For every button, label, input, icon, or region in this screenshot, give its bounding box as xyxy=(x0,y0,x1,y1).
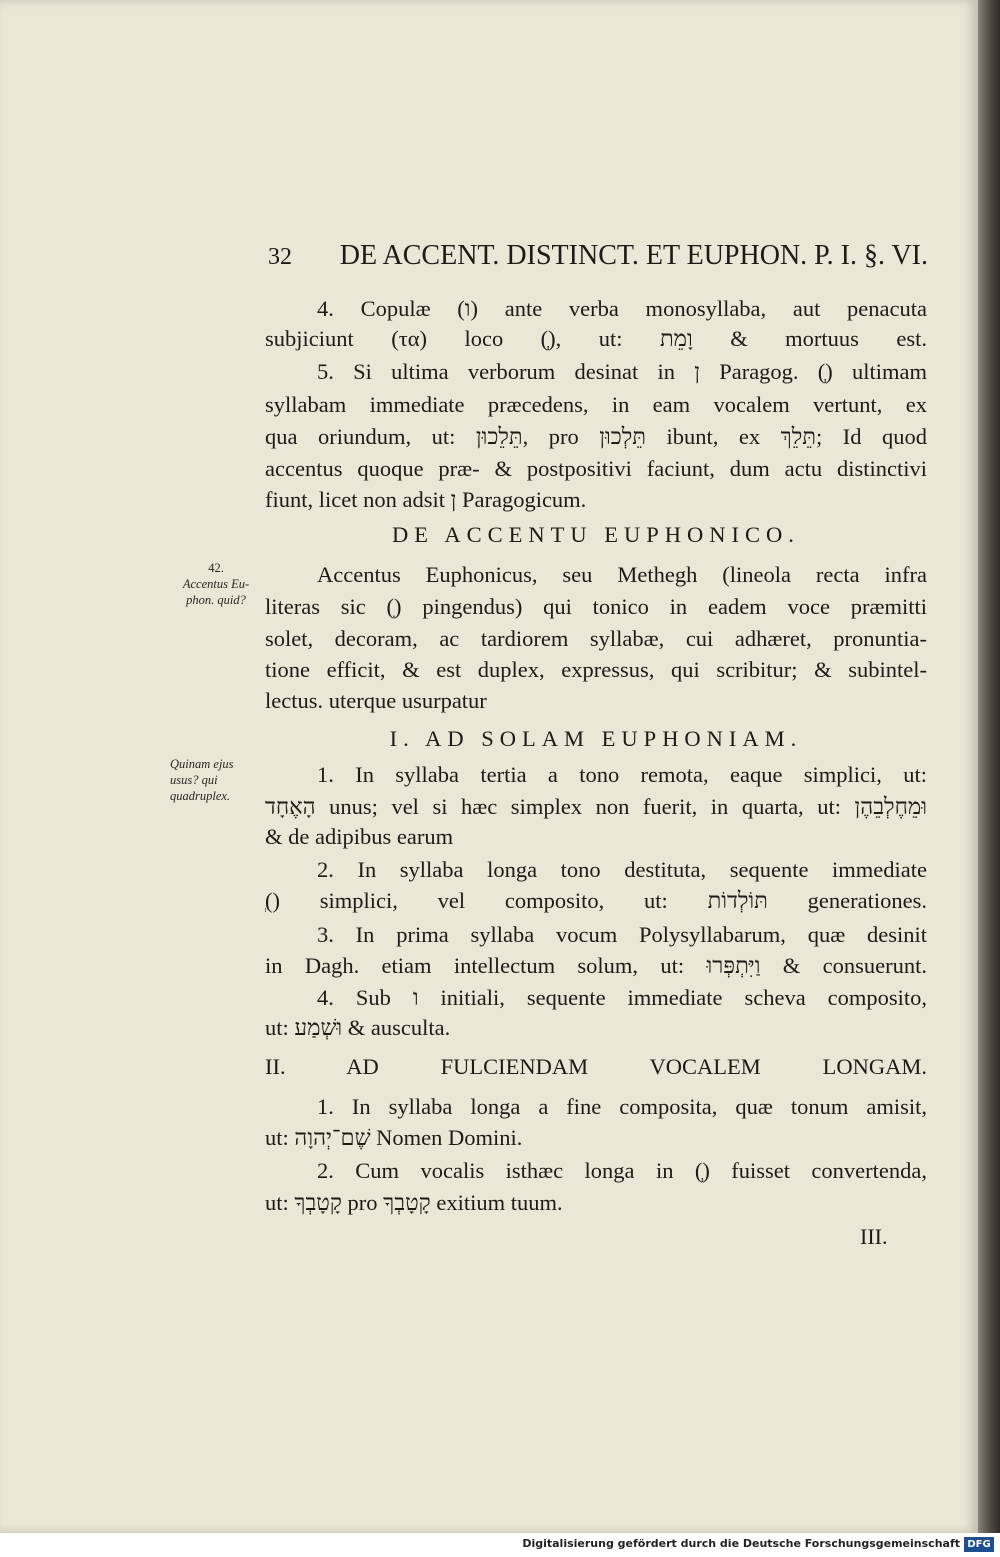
text-line: 1. In syllaba tertia a tono remota, eaque simplici, ut: xyxy=(317,762,927,787)
running-header xyxy=(268,240,928,272)
margin-note-line: quadruplex. xyxy=(170,789,231,803)
text-line: הָאֶחָד unus; vel si hæc simplex non fuerit, in quarta, ut: וּמֵחֶלְבֵהֶן xyxy=(265,794,927,819)
subsection-heading: II. AD FULCIENDAM VOCALEM LONGAM. xyxy=(265,1054,927,1079)
margin-note-line: Accentus Eu- xyxy=(182,577,250,591)
text-line: syllabam immediate præcedens, in eam vocalem vertunt, ex xyxy=(265,392,927,417)
margin-note-line: Quinam ejus xyxy=(170,757,234,771)
text-line: fiunt, licet non adsit ן Paragogicum. xyxy=(265,487,587,512)
running-title: DE ACCENT. DISTINCT. ET EUPHON. P. I. §. VI. xyxy=(339,240,928,271)
text-line: 2. Cum vocalis isthæc longa in (ְ) fuisset convertenda, xyxy=(317,1158,927,1183)
book-spine xyxy=(978,0,1000,1533)
text-line: 2. In syllaba longa tono destituta, sequente immediate xyxy=(317,857,927,882)
margin-note-line: usus? qui xyxy=(170,773,218,787)
text-line: 5. Si ultima verborum desinat in ן Paragog. (ְ) ultimam xyxy=(317,359,927,384)
margin-note-number: 42. xyxy=(208,561,224,575)
text-line: literas sic (ֽ) pingendus) qui tonico in eadem voce præmitti xyxy=(265,594,927,619)
text-line: accentus quoque præ- & postpositivi faciunt, dum actu distinctivi xyxy=(265,456,927,481)
text-line: ut: קָטָבְךָ pro קָטָבְךָ exitium tuum. xyxy=(265,1190,563,1215)
footer-credit: Digitalisierung gefördert durch die Deutsche Forschungsgemeinschaft xyxy=(522,1537,960,1550)
section-heading: DE ACCENTU EUPHONICO. xyxy=(392,522,800,547)
text-line: subjiciunt (τα) loco (ְ), ut: וָמֵת & mortuus est. xyxy=(265,326,927,351)
text-line: in Dagh. etiam intellectum solum, ut: וַיִּתְפְּרוּ & consuerunt. xyxy=(265,953,927,978)
text-line: ut: וּשְׁמַע & ausculta. xyxy=(265,1015,451,1040)
text-line: 1. In syllaba longa a fine composita, quæ tonum amisit, xyxy=(317,1094,927,1119)
text-line: Accentus Euphonicus, seu Methegh (lineola recta infra xyxy=(317,562,927,587)
text-line: (ְ) simplici, vel composito, ut: תּוֹלְדוֹת generationes. xyxy=(265,888,927,913)
text-line: 4. Sub ו initiali, sequente immediate scheva composito, xyxy=(317,985,927,1010)
margin-note xyxy=(170,560,262,608)
text-line: qua oriundum, ut: תֵּלֵכוּן, pro תֵּלְכוּן ibunt, ex תֵּלֵךְ; Id quod xyxy=(265,424,927,449)
margin-note xyxy=(170,756,262,804)
catchword: III. xyxy=(860,1224,888,1249)
text-line: 3. In prima syllaba vocum Polysyllabarum, quæ desinit xyxy=(317,922,927,947)
text-line: 4. Copulæ (ו) ante verba monosyllaba, aut penacuta xyxy=(317,296,927,321)
page-number: 32 xyxy=(268,244,292,270)
footer-bar xyxy=(0,1533,1000,1557)
text-line: tione efficit, & est duplex, expressus, qui scribitur; & subintel- xyxy=(265,657,927,682)
subsection-heading: I. AD SOLAM EUPHONIAM. xyxy=(389,726,803,751)
text-line: ut: שֶׁם־יְהוָה Nomen Domini. xyxy=(265,1125,523,1150)
text-line: & de adipibus earum xyxy=(265,824,454,849)
text-line: solet, decoram, ac tardiorem syllabæ, cui adhæret, pronuntia- xyxy=(265,626,927,651)
dfg-logo: DFG xyxy=(964,1537,994,1552)
margin-note-line: phon. quid? xyxy=(186,593,246,607)
text-line: lectus. uterque usurpatur xyxy=(265,688,487,713)
